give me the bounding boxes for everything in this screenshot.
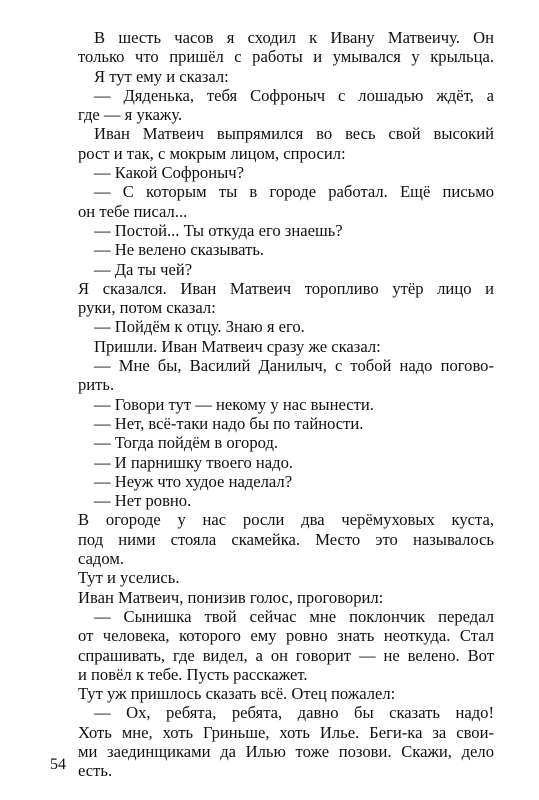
text-line: — И парнишку твоего надо. <box>94 452 294 472</box>
text-line: есть. <box>78 761 113 781</box>
text-line: рить. <box>78 375 115 395</box>
text-line: — Неуж что худое наделал? <box>94 471 293 491</box>
text-line: он тебе писал... <box>78 201 188 221</box>
text-line: — Ох, ребята, ребята, давно бы сказать надо! <box>94 703 494 723</box>
text-line: — Мне бы, Василий Данилыч, с тобой надо погово- <box>94 356 494 376</box>
text-line: — Говори тут — некому у нас вынести. <box>94 394 374 414</box>
text-line: Тут и уселись. <box>78 568 180 588</box>
text-line: Я тут ему и сказал: <box>94 66 229 86</box>
text-line: В шесть часов я сходил к Ивану Матвеичу. Он <box>94 28 494 47</box>
text-line: рост и так, с мокрым лицом, спросил: <box>78 143 346 163</box>
text-line: от человека, которого ему ровно знать неоткуда. Стал <box>78 626 494 646</box>
text-line: и повёл к тебе. Пусть расскажет. <box>78 664 308 684</box>
text-line: ми заединщиками да Илью тоже позови. Скажи, дело <box>78 741 494 761</box>
text-block <box>78 28 494 781</box>
text-line: под ними стояла скамейка. Место это называлось <box>78 529 494 549</box>
text-line: — Сынишка твой сейчас мне поклончик передал <box>94 606 494 626</box>
text-line: — Не велено сказывать. <box>94 240 265 260</box>
text-line: садом. <box>78 549 125 569</box>
text-line: где — я укажу. <box>78 105 183 125</box>
text-line: Пришли. Иван Матвеич сразу же сказал: <box>94 336 381 356</box>
text-line: только что пришёл с работы и умывался у крыльца. <box>78 47 494 67</box>
text-line: В огороде у нас росли два черёмуховых куста, <box>78 510 494 530</box>
text-line: Хоть мне, хоть Гриньше, хоть Илье. Беги-ка за свои- <box>78 722 494 742</box>
text-line: — Какой Софроныч? <box>94 163 244 183</box>
text-line: спрашивать, где видел, а он говорит — не велено. Вот <box>78 645 494 665</box>
text-line: — Тогда пойдём в огород. <box>94 433 279 453</box>
text-line: — Нет, всё-таки надо бы по тайности. <box>94 413 364 433</box>
text-line: Тут уж пришлось сказать всё. Отец пожалел: <box>78 684 396 704</box>
text-line: — Да ты чей? <box>94 259 193 279</box>
text-line: — Нет ровно. <box>94 491 192 511</box>
text-line: — С которым ты в городе работал. Ещё письмо <box>94 182 494 202</box>
page-number: 54 <box>50 756 66 773</box>
text-line: Иван Матвеич, понизив голос, проговорил: <box>78 587 384 607</box>
text-line: — Постой... Ты откуда его знаешь? <box>94 220 343 240</box>
text-line: — Пойдём к отцу. Знаю я его. <box>94 317 305 337</box>
text-line: Иван Матвеич выпрямился во весь свой высокий <box>94 124 494 144</box>
text-line: руки, потом сказал: <box>78 298 216 318</box>
text-line: — Дяденька, тебя Софроныч с лошадью ждёт, а <box>94 85 494 105</box>
text-line: Я сказался. Иван Матвеич торопливо утёр лицо и <box>78 278 494 298</box>
